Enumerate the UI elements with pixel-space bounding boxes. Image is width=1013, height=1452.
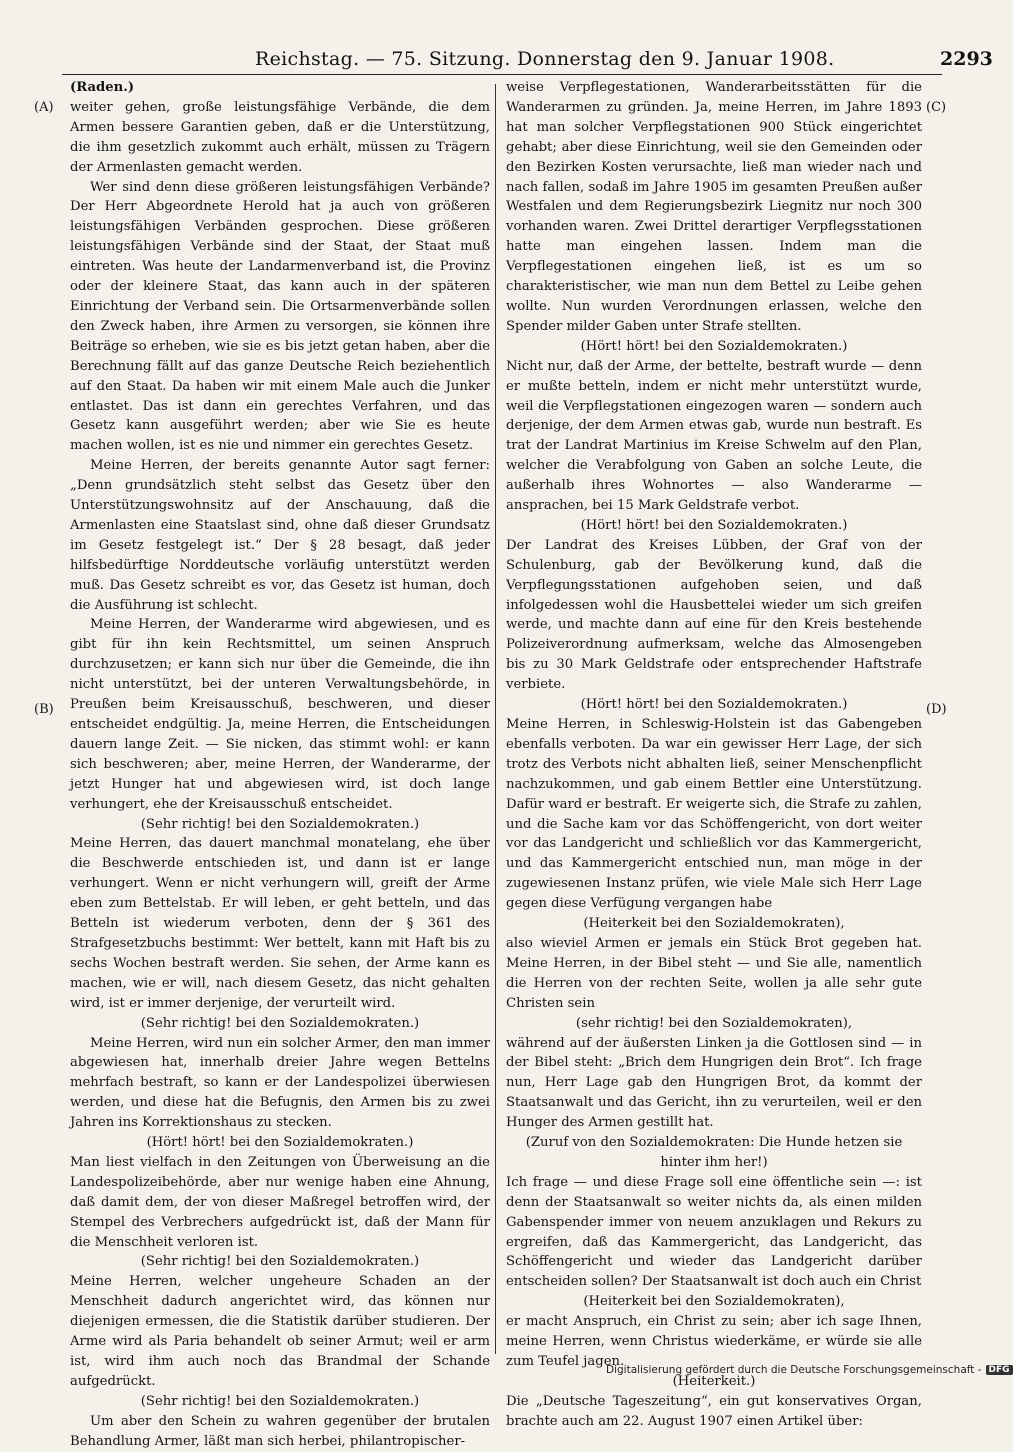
column-divider	[495, 84, 496, 1354]
interjection: (Sehr richtig! bei den Sozialdemokraten.)	[140, 1393, 420, 1409]
interjection: (Heiterkeit.)	[672, 1373, 756, 1389]
running-head: Reichstag. — 75. Sitzung. Donnerstag den 9. Januar 1908.	[255, 48, 835, 70]
left-paragraphs	[70, 98, 490, 1452]
page-number: 2293	[940, 48, 993, 70]
paragraph: Meine Herren, welcher ungeheure Schaden an der Menschheit dadurch angerichtet wird, das können nur diejenigen ermessen, die die Statistik darüber studieren. Der Arme wird als Paria behandelt ob seiner Armut; weil er arm ist, wird ihm auch noch das Brandmal der Schande aufgedrückt.	[70, 1274, 490, 1389]
right-column	[506, 78, 922, 1432]
margin-mark-b: (B)	[34, 702, 54, 717]
interjection: (Hört! hört! bei den Sozialdemokraten.)	[580, 697, 848, 713]
margin-mark-c: (C)	[926, 100, 947, 115]
page-header	[0, 8, 1000, 74]
interjection: (Sehr richtig! bei den Sozialdemokraten.)	[140, 816, 420, 832]
paragraph: Meine Herren, der Wanderarme wird abgewiesen, und es gibt für ihn kein Rechtsmittel, um seinen Anspruch durchzusetzen; er kann sich nur über die Gemeinde, die ihn nicht unterstützt, bei der unteren Verwaltungsbehörde, in Preußen beim Kreisausschuß, beschweren, und dieser entscheidet endgültig. Ja, meine Herren, die Entscheidungen dauern lange Zeit. — Sie nicken, das stimmt wohl: er kann sich beschweren; aber, meine Herren, der Wanderarme, der jetzt Hunger hat und abgewiesen wird, ist doch lange verhungert, ehe der Kreisausschuß entscheidet.	[70, 617, 490, 812]
paragraph: er macht Anspruch, ein Christ zu sein; aber ich sage Ihnen, meine Herren, wenn Christus wiederkäme, er würde sie alle zum Teufel jagen.	[506, 1314, 922, 1369]
paragraph: weiter gehen, große leistungsfähige Verbände, die dem Armen bessere Garantien geben, daß er die Unterstützung, die ihm gesetzlich zukommt auch erhält, müssen zu Trägern der Armenlasten gemacht werden.	[70, 99, 490, 175]
paragraph: während auf der äußersten Linken ja die Gottlosen sind — in der Bibel steht: „Brich dem Hungrigen dein Brot“. Ich frage nun, Herr Lage gab den Hungrigen Brot, da kommt der Staatsanwalt und das Gericht, ihn zu verurteilen, weil er den Hunger des Armen gestillt hat.	[506, 1035, 922, 1131]
paragraph: Meine Herren, wird nun ein solcher Armer, den man immer abgewiesen hat, innerhalb dreier Jahre wegen Bettelns mehrfach bestraft, so kann er der Landespolizei überwiesen werden, und diese hat die Befugnis, den Armen bis zu zwei Jahren ins Korrektionshaus zu stecken.	[70, 1035, 490, 1131]
paragraph: Man liest vielfach in den Zeitungen von Überweisung an die Landespolizeibehörde, aber nur wenige haben eine Ahnung, daß damit dem, der von dieser Maßregel betroffen wird, der Stempel des Verbrechers aufgedrückt ist, daß der Mann für die Menschheit verloren ist.	[70, 1154, 490, 1250]
margin-mark-d: (D)	[926, 702, 947, 717]
right-paragraphs	[506, 78, 922, 1432]
paragraph: Ich frage — und diese Frage soll eine öffentliche sein —: ist denn der Staatsanwalt so weiter nichts da, als einen milden Gabenspender immer von neuem anzuklagen und Rekurs zu ergreifen, daß das Kammergericht, das Landgericht, das Schöffengericht und wieder das Landgericht darüber entscheiden sollen? Der Staatsanwalt ist doch auch ein Christ	[506, 1174, 922, 1290]
paragraph: Um aber den Schein zu wahren gegenüber der brutalen Behandlung Armer, läßt man sich herbei, philantropischer-	[70, 1413, 490, 1449]
speaker-label: (Raden.)	[70, 80, 135, 95]
header-rule	[62, 74, 942, 75]
dfg-logo: DFG	[986, 1365, 1013, 1375]
paragraph: weise Verpflegestationen, Wanderarbeitsstätten für die Wanderarmen zu gründen. Ja, meine Herren, im Jahre 1893 hat man solcher Verpflegstationen 900 Stück eingerichtet gehabt; aber diese Einrichtung, weil sie den Gemeinden oder den Bezirken Kosten verursachte, ließ man wieder nach und nach fallen, sodaß im Jahre 1905 im gesamten Preußen außer Westfalen und dem Regierungsbezirk Liegnitz nur noch 300 vorhanden waren. Zwei Drittel derartiger Verpflegsstationen hatte man eingehen lassen. Indem man die Verpflegestationen eingehen ließ, ist es um so charakteristischer, wie man nun dem Bettel zu Leibe gehen wollte. Nun wurden Verordnungen erlassen, welche den Spender milder Gaben unter Strafe stellten.	[506, 80, 922, 334]
margin-mark-a: (A)	[34, 100, 54, 115]
paragraph: Die „Deutsche Tageszeitung“, ein gut konservatives Organ, brachte auch am 22. August 1907 einen Artikel über:	[506, 1393, 922, 1429]
paragraph: Meine Herren, der bereits genannte Autor sagt ferner: „Denn grundsätzlich steht selbst das Gesetz über den Unterstützungswohnsitz auf der Anschauung, daß die Armenlasten eine Staatslast sind, ohne daß dieser Grundsatz im Gesetz festgelegt ist.“ Der § 28 besagt, daß jeder hilfsbedürftige Norddeutsche vorläufig unterstützt werden muß. Das Gesetz schreibt es vor, das Gesetz ist human, doch die Ausführung ist schlecht.	[70, 458, 490, 613]
paragraph: also wieviel Armen er jemals ein Stück Brot gegeben hat. Meine Herren, in der Bibel steht — und Sie alle, namentlich die Herren von der rechten Seite, wollen ja alle sehr gute Christen sein	[506, 935, 922, 1011]
paragraph: Wer sind denn diese größeren leistungsfähigen Verbände? Der Herr Abgeordnete Herold hat ja auch von größeren leistungsfähigen Verbänden gesprochen. Diese größeren leistungsfähigen Verbände sind der Staat, der Staat muß eintreten. Was heute der Landarmenverband ist, die Provinz oder der kleinere Staat, das kann auch in der späteren Einrichtung der Verband sein. Die Ortsarmenverbände sollen den Zweck haben, ihre Armen zu versorgen, sie können ihre Beiträge so erheben, wie sie es bis jetzt getan haben, aber die Berechnung fällt auf das ganze Deutsche Reich beziehentlich auf den Staat. Da haben wir mit einem Male auch die Junker entlastet. Das ist dann ein gerechtes Verfahren, und das Gesetz kann ausgeführt werden; aber wie Sie es heute machen wollen, ist es nie und nimmer ein gerechtes Gesetz.	[70, 179, 490, 454]
interjection: (Zuruf von den Sozialdemokraten: Die Hunde hetzen sie hinter ihm her!)	[525, 1135, 903, 1170]
paragraph: Meine Herren, das dauert manchmal monatelang, ehe über die Beschwerde entschieden ist, und dann ist er lange verhungert. Wenn er nicht verhungern will, greift der Arme eben zum Bettelstab. Er will leben, er geht betteln, und das Betteln ist wiederum verboten, denn der § 361 des Strafgesetzbuchs bestimmt: Wer bettelt, kann mit Haft bis zu sechs Wochen bestraft werden. Sie sehen, der Arme kann es machen, wie er will, nach diesem Gesetz, das nicht gehalten wird, ist er immer derjenige, der verurteilt wird.	[70, 836, 490, 1011]
interjection: (Heiterkeit bei den Sozialdemokraten),	[583, 916, 845, 932]
footer	[606, 1364, 1013, 1376]
interjection: (sehr richtig! bei den Sozialdemokraten),	[575, 1015, 853, 1031]
paragraph: Nicht nur, daß der Arme, der bettelte, bestraft wurde — denn er mußte betteln, indem er nicht mehr unterstützt wurde, weil die Verpflegstationen eingezogen waren — sondern auch derjenige, der dem Armen etwas gab, wurde nun bestraft. Es trat der Landrat Martinius im Kreise Schwelm auf den Plan, welcher die Verabfolgung von Gaben an solche Leute, die außerhalb ihres Wohnortes — also Wanderarme — ansprachen, bei 15 Mark Geldstrafe verbot.	[506, 358, 922, 514]
paragraph: Der Landrat des Kreises Lübben, der Graf von der Schulenburg, gab der Bevölkerung kund, daß die Verpflegungsstationen aufgehoben seien, und daß infolgedessen wohl die Hausbettelei wieder um sich greifen werde, und machte dann auf eine für den Kreis bestehende Polizeiverordnung aufmerksam, welche das Almosengeben bis zu 30 Mark Geldstrafe oder entsprechender Haftstrafe verbiete.	[506, 537, 922, 693]
interjection: (Sehr richtig! bei den Sozialdemokraten.)	[140, 1015, 420, 1031]
paragraph: Meine Herren, in Schleswig-Holstein ist das Gabengeben ebenfalls verboten. Da war ein gewisser Herr Lage, der sich trotz des Verbots nicht abhalten ließ, seiner Menschenpflicht nachzukommen, und gab einem Bettler eine Unterstützung. Dafür ward er bestraft. Er weigerte sich, die Strafe zu zahlen, und die Sache kam vor das Schöffengericht, von dort weiter vor das Landgericht und schließlich vor das Kammergericht, und das Kammergericht entschied nun, man möge in der zugewiesenen Instanz prüfen, wie viele Male sich Herr Lage gegen diese Verfügung vergangen habe	[506, 717, 922, 912]
footer-text: Digitalisierung gefördert durch die Deutsche Forschungsgemeinschaft -	[606, 1364, 982, 1376]
interjection: (Hört! hört! bei den Sozialdemokraten.)	[580, 517, 848, 533]
interjection: (Hört! hört! bei den Sozialdemokraten.)	[146, 1135, 414, 1151]
left-column	[70, 78, 490, 1452]
interjection: (Heiterkeit bei den Sozialdemokraten),	[583, 1294, 845, 1310]
interjection: (Sehr richtig! bei den Sozialdemokraten.)	[140, 1254, 420, 1270]
interjection: (Hört! hört! bei den Sozialdemokraten.)	[580, 338, 848, 354]
